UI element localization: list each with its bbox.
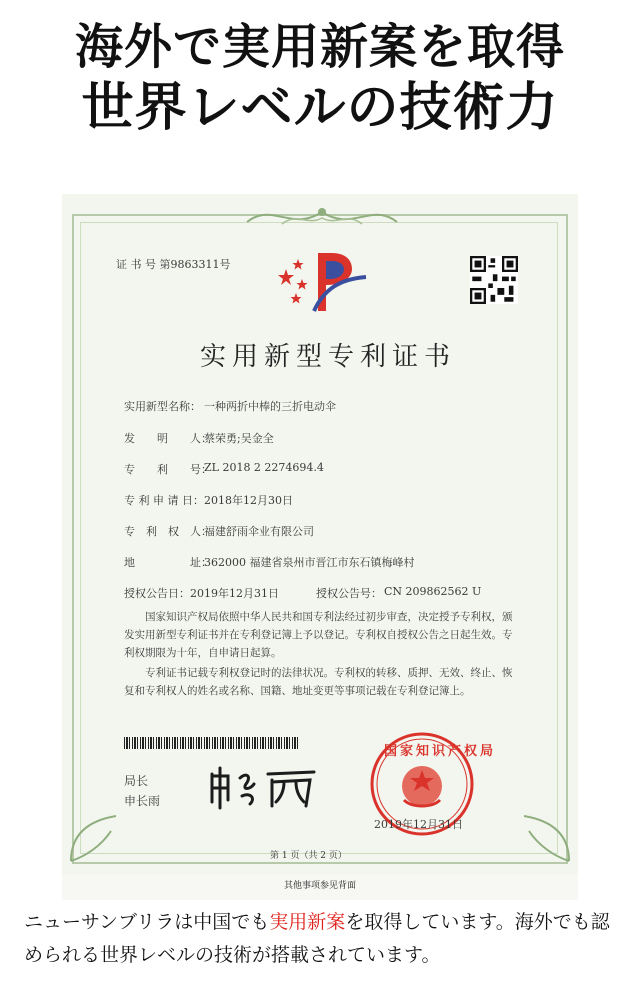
caption-highlight: 実用新案 [269, 911, 346, 933]
director-name: 申长雨 [124, 794, 161, 808]
top-ornament-icon [242, 202, 402, 232]
headline [0, 18, 640, 140]
field-address-label: 地 址： [124, 556, 212, 569]
field-grant-date-label: 授权公告日： [124, 587, 190, 600]
barcode-icon [124, 737, 299, 749]
certificate-number: 证 书 号 第9863311号 [116, 258, 231, 271]
caption-part-2: を取得しています。海外でも認められる世界レベルの技術が搭載されています。 [24, 911, 610, 966]
certificate-sheet [62, 194, 578, 874]
headline-line-2: 世界レベルの技術力 [81, 78, 559, 138]
certificate-paragraph-2: 专利证书记载专利权登记时的法律状况。专利权的转移、质押、无效、终止、恢复和专利权人的姓名或名称、国籍、地址变更等事项记载在专利登记簿上。 [124, 667, 513, 697]
field-owner-label: 专 利 权 人： [124, 525, 212, 538]
patent-certificate [62, 194, 578, 900]
seal-date: 2019年12月31日 [374, 818, 463, 831]
caption [24, 906, 620, 972]
field-apply-date-value: 2018年12月30日 [204, 494, 293, 507]
field-owner-value: 福建舒雨伞业有限公司 [204, 525, 314, 538]
back-notice: 其他事项参见背面 [283, 881, 356, 891]
caption-part-1: ニューサンブリラは中国でも [24, 911, 270, 933]
page-indicator: 第 1 页（共 2 页） [270, 851, 347, 861]
seal-text: 国家知识产权局 [384, 744, 497, 759]
corner-ornament-bl-icon [66, 806, 126, 866]
director-title: 局长 [124, 774, 149, 788]
field-grant-no-value: CN 209862562 U [384, 585, 482, 598]
certificate-paragraph-1: 国家知识产权局依照中华人民共和国专利法经过初步审查，决定授予专利权，颁发实用新型专利证书并在专利登记簿上予以登记。专利权自授权公告之日起生效。专利权期限为十年，自申请日起算。 [124, 611, 513, 659]
field-grant-no-label: 授权公告号： [316, 587, 382, 600]
field-patent-no-value: ZL 2018 2 2274694.4 [204, 461, 324, 474]
corner-ornament-br-icon [514, 806, 574, 866]
certificate-title: 实用新型专利证书 [200, 342, 457, 372]
field-patent-no-label: 专 利 号： [124, 463, 212, 476]
field-name-label: 实用新型名称： [124, 400, 201, 413]
field-apply-date-label: 专 利 申 请 日： [124, 494, 204, 507]
field-name-value: 一种两折中棒的三折电动伞 [204, 400, 336, 413]
handwritten-signature-icon [206, 762, 324, 812]
cnipa-logo-icon [274, 249, 370, 315]
field-address-value: 362000 福建省泉州市晋江市东石镇梅峰村 [204, 556, 415, 569]
headline-line-1: 海外で実用新案を取得 [74, 19, 565, 75]
field-grant-date-value: 2019年12月31日 [190, 587, 279, 600]
field-inventor-label: 发 明 人： [124, 432, 212, 445]
field-inventor-value: 蔡荣勇;吴金全 [204, 432, 274, 445]
qr-code-icon [470, 256, 518, 304]
